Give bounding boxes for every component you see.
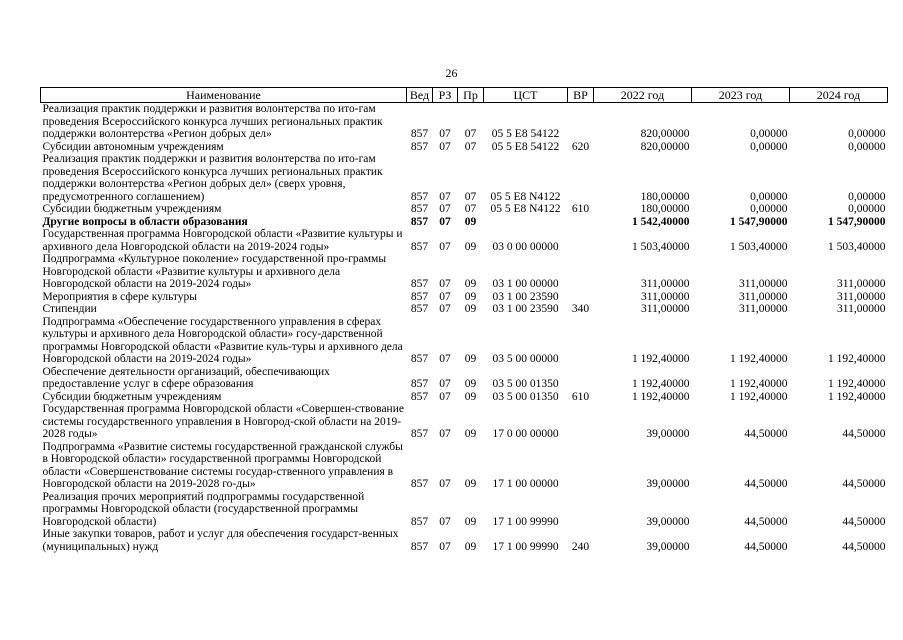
row-cst	[484, 216, 568, 229]
row-name: Подпрограмма «Обеспечение государственного управления в сферах культуры и архивного дела Новгородской области» госу-дарственной программы Новгородской области «Развитие куль-туры и архивного дела Новгородской области на 2019-2024 годы»	[42, 315, 403, 365]
row-value-2023: 1 192,40000	[730, 353, 788, 365]
row-ved: 857	[410, 290, 429, 303]
row-vr: 610	[571, 390, 590, 403]
row-value-2024: 1 192,40000	[828, 378, 886, 390]
row-value-2023: 44,50000	[744, 515, 788, 528]
row-pr: 09	[464, 390, 477, 403]
row-cst: 03 5 00 01350	[492, 390, 559, 403]
row-rz: 07	[439, 278, 451, 290]
row-value-2023: 0,00000	[750, 203, 788, 215]
row-value-2023: 44,50000	[744, 428, 788, 440]
table-row	[41, 153, 888, 203]
row-rz: 07	[439, 353, 451, 365]
row-vr: 340	[571, 303, 590, 315]
row-cst: 03 0 00 00000	[492, 240, 559, 253]
row-name: Подпрограмма «Культурное поколение» государственной про-граммы Новгородской области «Развитие культуры и архивного дела Новгородской области на 2019-2024 годы»	[42, 253, 387, 290]
row-pr: 09	[464, 240, 477, 253]
row-pr: 09	[464, 478, 477, 490]
row-ved: 857	[410, 540, 429, 553]
row-value-2024: 44,50000	[842, 540, 886, 553]
row-name: Реализация практик поддержки и развития волонтерства по ито-гам проведения Всероссийского конкурса лучших региональных практик поддержки волонтерства «Регион добрых дел»	[42, 103, 383, 140]
table-row	[41, 303, 888, 316]
row-vr: 620	[571, 140, 590, 153]
row-name: Государственная программа Новгородской области «Развитие культуры и архивного дела Новгородской области на 2019-2024 годы»	[42, 228, 403, 253]
header-vr: ВР	[568, 88, 594, 103]
row-value-2024: 44,50000	[842, 515, 886, 528]
row-value-2023: 0,00000	[750, 190, 788, 203]
row-name: Мероприятия в сфере культуры	[42, 290, 198, 303]
row-ved: 857	[410, 215, 429, 228]
row-value-2023: 1 503,40000	[730, 240, 788, 253]
header-cst: ЦСТ	[484, 88, 568, 103]
row-cst: 17 0 00 00000	[492, 428, 559, 440]
row-ved: 857	[410, 128, 429, 140]
table-row	[41, 291, 888, 304]
row-vr	[568, 228, 594, 253]
row-value-2022: 39,00000	[646, 540, 690, 553]
row-value-2022: 311,00000	[641, 278, 690, 290]
row-vr	[568, 441, 594, 491]
row-pr: 07	[464, 128, 477, 140]
row-cst: 17 1 00 99990	[492, 515, 559, 528]
table-row	[41, 528, 888, 553]
row-name: Субсидии бюджетным учреждениям	[42, 203, 222, 215]
row-value-2022: 1 192,40000	[632, 378, 690, 390]
row-value-2022: 311,00000	[641, 303, 690, 315]
row-value-2023: 1 192,40000	[730, 378, 788, 390]
row-vr	[568, 253, 594, 291]
row-ved: 857	[410, 140, 429, 153]
row-value-2023: 311,00000	[739, 278, 788, 290]
row-name: Обеспечение деятельности организаций, обеспечивающих предоставление услуг в сфере образования	[42, 365, 330, 390]
row-rz: 07	[439, 215, 451, 228]
header-2023: 2023 год	[692, 88, 790, 103]
row-value-2022: 39,00000	[646, 515, 690, 528]
row-value-2024: 0,00000	[848, 190, 886, 203]
table-row	[41, 253, 888, 291]
row-vr	[568, 366, 594, 391]
row-pr: 07	[464, 203, 477, 215]
row-ved: 857	[410, 390, 429, 403]
row-rz: 07	[439, 240, 451, 253]
row-rz: 07	[439, 428, 451, 440]
table-row	[41, 228, 888, 253]
row-value-2023: 0,00000	[750, 140, 788, 153]
row-name: Субсидии бюджетным учреждениям	[42, 390, 222, 403]
row-value-2024: 311,00000	[837, 278, 886, 290]
row-value-2022: 39,00000	[646, 478, 690, 490]
row-value-2024: 44,50000	[842, 478, 886, 490]
row-vr	[568, 403, 594, 441]
budget-table	[40, 87, 888, 553]
table-body	[41, 103, 888, 554]
row-value-2023: 0,00000	[750, 128, 788, 140]
row-cst: 03 5 00 01350	[492, 378, 559, 390]
row-value-2022: 1 192,40000	[632, 353, 690, 365]
row-vr: 240	[571, 540, 590, 553]
row-name: Реализация практик поддержки и развития волонтерства по ито-гам проведения Всероссийского конкурса лучших региональных практик поддержки волонтерства «Регион добрых дел» (сверх уровня, предусмотренного соглашением)	[42, 153, 383, 203]
row-pr: 09	[464, 378, 477, 390]
row-cst: 17 1 00 99990	[492, 540, 559, 553]
row-pr: 09	[464, 278, 477, 290]
page-number: 26	[445, 66, 458, 80]
row-cst: 17 1 00 00000	[492, 478, 559, 490]
row-ved: 857	[410, 190, 429, 203]
table-row	[41, 203, 888, 216]
row-value-2024: 311,00000	[837, 303, 886, 315]
row-cst: 03 1 00 23590	[492, 290, 559, 303]
row-rz: 07	[439, 290, 451, 303]
row-value-2022: 820,00000	[640, 128, 690, 140]
row-value-2023: 44,50000	[744, 478, 788, 490]
row-name: Реализация прочих мероприятий подпрограммы государственной программы Новгородской области (государственной программы Новгородской области)	[42, 490, 365, 528]
row-vr	[568, 316, 594, 366]
row-rz: 07	[439, 515, 451, 528]
row-rz: 07	[439, 303, 451, 315]
row-vr	[568, 491, 594, 529]
row-value-2023: 311,00000	[739, 303, 788, 315]
row-pr: 09	[464, 515, 477, 528]
row-name: Другие вопросы в области образования	[42, 215, 248, 228]
row-pr: 07	[464, 190, 477, 203]
table-header	[41, 88, 888, 103]
row-value-2022: 1 542,40000	[632, 215, 690, 228]
row-value-2022: 180,00000	[640, 190, 690, 203]
table-row	[41, 216, 888, 229]
row-vr	[568, 216, 594, 229]
row-name: Государственная программа Новгородской области «Совершен-ствование системы государственного управления в Новгород-ской области на 2019-2028 годы»	[42, 403, 404, 440]
table-row	[41, 441, 888, 491]
row-pr: 09	[464, 428, 477, 440]
row-name: Стипендии	[42, 303, 97, 315]
table-row	[41, 391, 888, 404]
row-rz: 07	[439, 390, 451, 403]
table-row	[41, 141, 888, 154]
row-vr	[568, 103, 594, 141]
row-ved: 857	[410, 515, 429, 528]
row-value-2024: 44,50000	[842, 428, 886, 440]
row-pr: 09	[464, 540, 477, 553]
row-vr	[568, 291, 594, 304]
row-value-2024: 1 547,90000	[828, 215, 886, 228]
row-ved: 857	[410, 303, 429, 315]
row-pr: 09	[464, 353, 477, 365]
row-value-2023: 311,00000	[739, 290, 788, 303]
row-cst: 05 5 E8 N4122	[490, 203, 561, 215]
row-cst: 03 1 00 23590	[492, 303, 559, 315]
row-pr: 09	[464, 215, 477, 228]
row-rz: 07	[439, 378, 451, 390]
row-value-2024: 311,00000	[837, 290, 886, 303]
row-name: Субсидии автономным учреждениям	[42, 140, 224, 153]
row-cst: 03 5 00 00000	[492, 353, 559, 365]
header-rz: РЗ	[433, 88, 458, 103]
row-vr	[568, 153, 594, 203]
row-value-2022: 1 503,40000	[632, 240, 690, 253]
row-ved: 857	[410, 478, 429, 490]
row-name: Подпрограмма «Развитие системы государственной гражданской службы в Новгородской области» государственной программы Новгородской области «Совершенствование системы государ-ственного управления в Новгородской области на 2019-2028 го-ды»	[42, 440, 403, 490]
table-row	[41, 366, 888, 391]
row-cst: 03 1 00 00000	[492, 278, 559, 290]
row-pr: 09	[464, 303, 477, 315]
row-name: Иные закупки товаров, работ и услуг для обеспечения государст-венных (муниципальных) нужд	[42, 528, 399, 553]
header-2022: 2022 год	[594, 88, 692, 103]
header-2024: 2024 год	[790, 88, 888, 103]
header-ved: Вед	[407, 88, 433, 103]
row-cst: 05 5 E8 54122	[491, 140, 560, 153]
row-value-2024: 1 192,40000	[828, 390, 886, 403]
row-value-2023: 1 547,90000	[730, 215, 788, 228]
table-row	[41, 316, 888, 366]
row-vr: 610	[571, 203, 590, 215]
row-pr: 07	[464, 140, 477, 153]
row-value-2023: 44,50000	[744, 540, 788, 553]
row-rz: 07	[439, 540, 451, 553]
table-row	[41, 103, 888, 141]
row-rz: 07	[439, 190, 451, 203]
row-value-2023: 1 192,40000	[730, 390, 788, 403]
row-cst: 05 5 E8 54122	[491, 128, 560, 140]
table-row	[41, 491, 888, 529]
row-ved: 857	[410, 353, 429, 365]
row-value-2022: 820,00000	[640, 140, 690, 153]
row-ved: 857	[410, 278, 429, 290]
row-value-2022: 180,00000	[640, 203, 690, 215]
row-value-2024: 0,00000	[848, 128, 886, 140]
row-rz: 07	[439, 203, 451, 215]
row-rz: 07	[439, 478, 451, 490]
row-value-2024: 1 503,40000	[828, 240, 886, 253]
table-row	[41, 403, 888, 441]
row-value-2022: 311,00000	[641, 290, 690, 303]
row-rz: 07	[439, 128, 451, 140]
row-value-2024: 0,00000	[848, 203, 886, 215]
row-value-2024: 1 192,40000	[828, 353, 886, 365]
row-ved: 857	[410, 378, 429, 390]
row-ved: 857	[410, 428, 429, 440]
header-name: Наименование	[41, 88, 407, 103]
row-ved: 857	[410, 203, 429, 215]
header-pr: Пр	[458, 88, 484, 103]
row-value-2022: 1 192,40000	[632, 390, 690, 403]
row-value-2022: 39,00000	[646, 428, 690, 440]
row-rz: 07	[439, 140, 451, 153]
row-cst: 05 5 E8 N4122	[490, 190, 561, 203]
row-ved: 857	[410, 240, 429, 253]
row-value-2024: 0,00000	[848, 140, 886, 153]
row-pr: 09	[464, 290, 477, 303]
